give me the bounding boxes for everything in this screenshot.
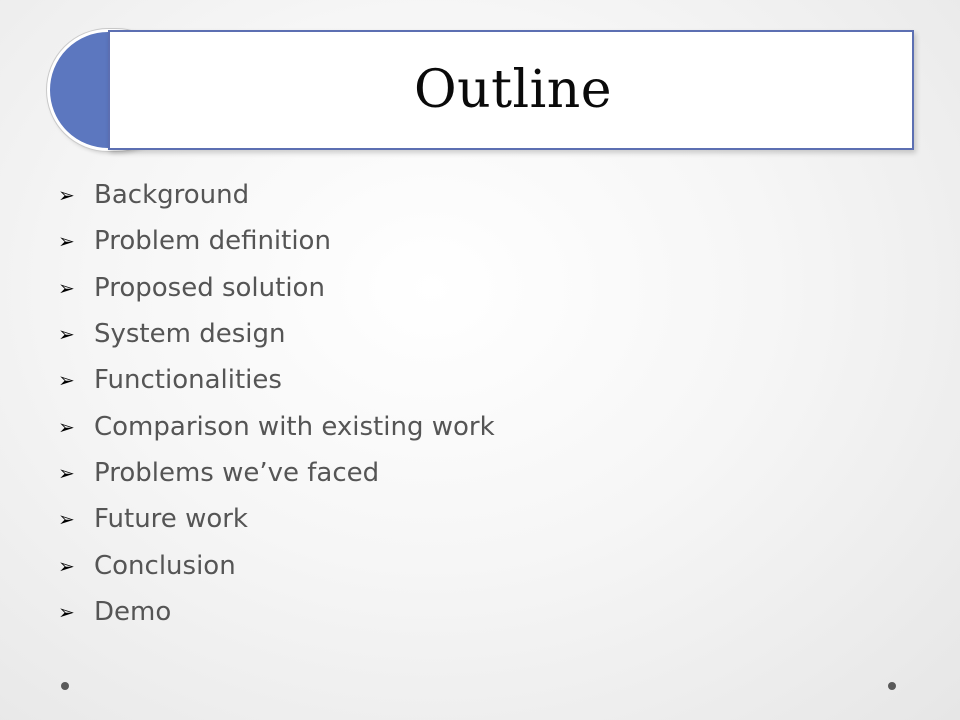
bullet-item-background — [58, 172, 495, 218]
bullet-item-functionalities — [58, 357, 495, 403]
bullet-label: Background — [94, 180, 250, 211]
bullet-item-proposed-solution — [58, 265, 495, 311]
arrow-bullet-icon: ➢ — [58, 183, 75, 208]
arrow-bullet-icon: ➢ — [58, 368, 75, 393]
bullet-list — [58, 172, 495, 635]
bullet-item-system-design — [58, 311, 495, 357]
bullet-item-demo — [58, 589, 495, 635]
bullet-item-conclusion — [58, 542, 495, 588]
bullet-label: System design — [94, 319, 286, 350]
bullet-label: Conclusion — [94, 550, 236, 581]
arrow-bullet-icon: ➢ — [58, 414, 75, 439]
bullet-label: Future work — [94, 504, 248, 535]
slide-title: Outline — [413, 60, 613, 120]
bullet-label: Problem definition — [94, 226, 331, 257]
bullet-item-problem-definition — [58, 218, 495, 264]
bullet-label: Problems we’ve faced — [94, 457, 380, 488]
bullet-item-comparison — [58, 403, 495, 449]
arrow-bullet-icon: ➢ — [58, 507, 75, 532]
corner-dot-left — [61, 682, 69, 690]
arrow-bullet-icon: ➢ — [58, 322, 75, 347]
bullet-item-future-work — [58, 496, 495, 542]
arrow-bullet-icon: ➢ — [58, 553, 75, 578]
arrow-bullet-icon: ➢ — [58, 275, 75, 300]
title-box — [108, 30, 914, 150]
arrow-bullet-icon: ➢ — [58, 599, 75, 624]
arrow-bullet-icon: ➢ — [58, 460, 75, 485]
bullet-label: Functionalities — [94, 365, 282, 396]
bullet-label: Demo — [94, 596, 172, 627]
arrow-bullet-icon: ➢ — [58, 229, 75, 254]
bullet-item-problems-faced — [58, 450, 495, 496]
bullet-label: Proposed solution — [94, 272, 325, 303]
corner-dot-right — [888, 682, 896, 690]
bullet-label: Comparison with existing work — [94, 411, 495, 442]
